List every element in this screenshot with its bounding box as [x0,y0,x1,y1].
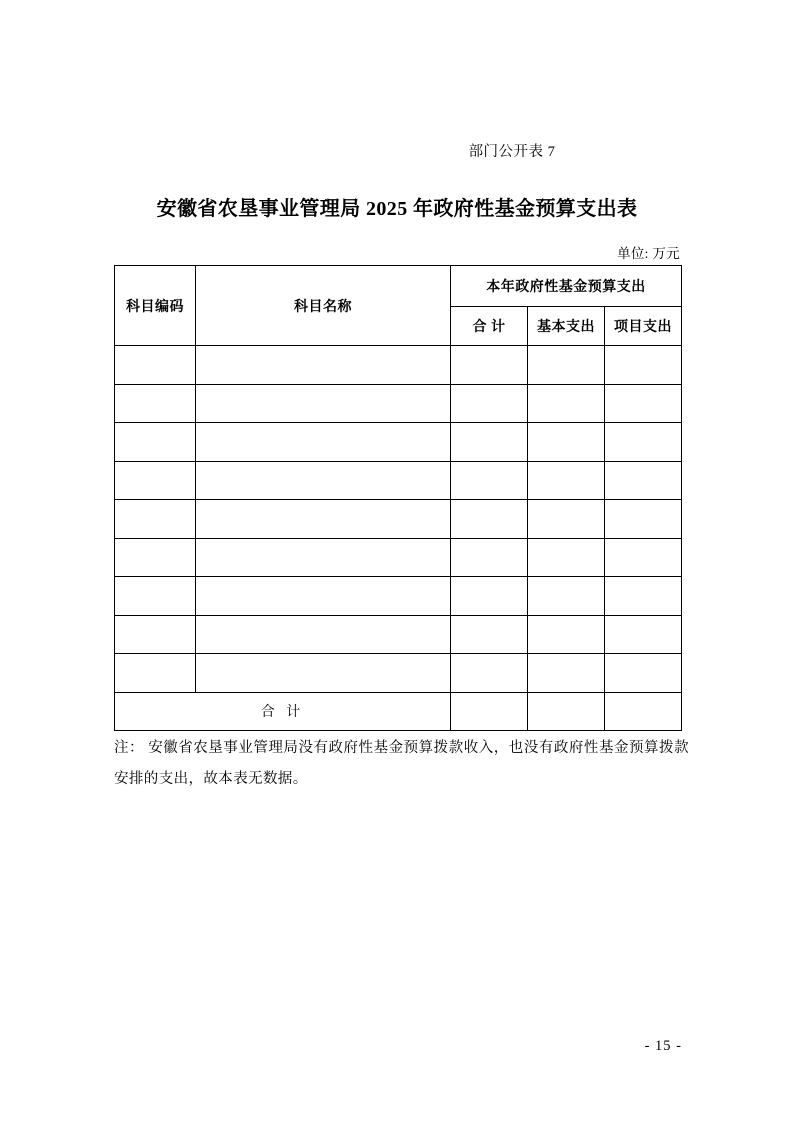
cell-basic [528,461,605,500]
table-row [115,577,682,616]
table-note: 注： 安徽省农垦事业管理局没有政府性基金预算拨款收入，也没有政府性基金预算拨款安排的支出，故本表无数据。 [114,740,689,788]
header-total: 合 计 [451,307,528,346]
cell-total [451,500,528,539]
table-row [115,654,682,693]
cell-project [605,654,682,693]
form-number-text: 部门公开表 7 [468,144,556,160]
table-summary-row [115,692,682,731]
summary-total [451,692,528,731]
table-row [115,346,682,385]
cell-total [451,615,528,654]
summary-label: 合 计 [115,692,451,731]
cell-code [115,461,196,500]
cell-name [196,577,451,616]
cell-project [605,461,682,500]
page-number: - 15 - [644,1038,682,1054]
cell-basic [528,384,605,423]
header-group-current-year: 本年政府性基金预算支出 [451,266,682,307]
cell-total [451,461,528,500]
cell-basic [528,500,605,539]
table-row [115,461,682,500]
cell-code [115,538,196,577]
cell-code [115,654,196,693]
cell-project [605,500,682,539]
cell-code [115,500,196,539]
cell-name [196,615,451,654]
cell-name [196,500,451,539]
cell-code [115,577,196,616]
cell-total [451,423,528,462]
table-header [115,266,682,346]
cell-code [115,423,196,462]
cell-total [451,346,528,385]
cell-total [451,654,528,693]
cell-name [196,346,451,385]
table-row [115,500,682,539]
cell-project [605,577,682,616]
summary-project [605,692,682,731]
header-code: 科目编码 [115,266,196,346]
header-name: 科目名称 [196,266,451,346]
form-number [0,140,794,161]
cell-project [605,615,682,654]
cell-name [196,538,451,577]
cell-basic [528,577,605,616]
cell-project [605,423,682,462]
budget-table [114,265,682,731]
budget-table-wrapper [114,265,682,731]
table-row [115,538,682,577]
cell-project [605,538,682,577]
cell-basic [528,423,605,462]
cell-basic [528,615,605,654]
cell-name [196,423,451,462]
page-title: 安徽省农垦事业管理局 2025 年政府性基金预算支出表 [156,198,638,220]
cell-total [451,538,528,577]
cell-project [605,384,682,423]
table-body [115,346,682,731]
table-row [115,384,682,423]
cell-basic [528,654,605,693]
cell-code [115,346,196,385]
cell-code [115,384,196,423]
cell-name [196,384,451,423]
unit-note: 单位: 万元 [617,246,680,261]
cell-basic [528,346,605,385]
table-row [115,423,682,462]
summary-basic [528,692,605,731]
cell-basic [528,538,605,577]
cell-name [196,461,451,500]
table-header-row-1 [115,266,682,307]
table-row [115,615,682,654]
cell-name [196,654,451,693]
header-basic-expenditure: 基本支出 [528,307,605,346]
cell-total [451,384,528,423]
cell-total [451,577,528,616]
cell-code [115,615,196,654]
cell-project [605,346,682,385]
header-project-expenditure: 项目支出 [605,307,682,346]
